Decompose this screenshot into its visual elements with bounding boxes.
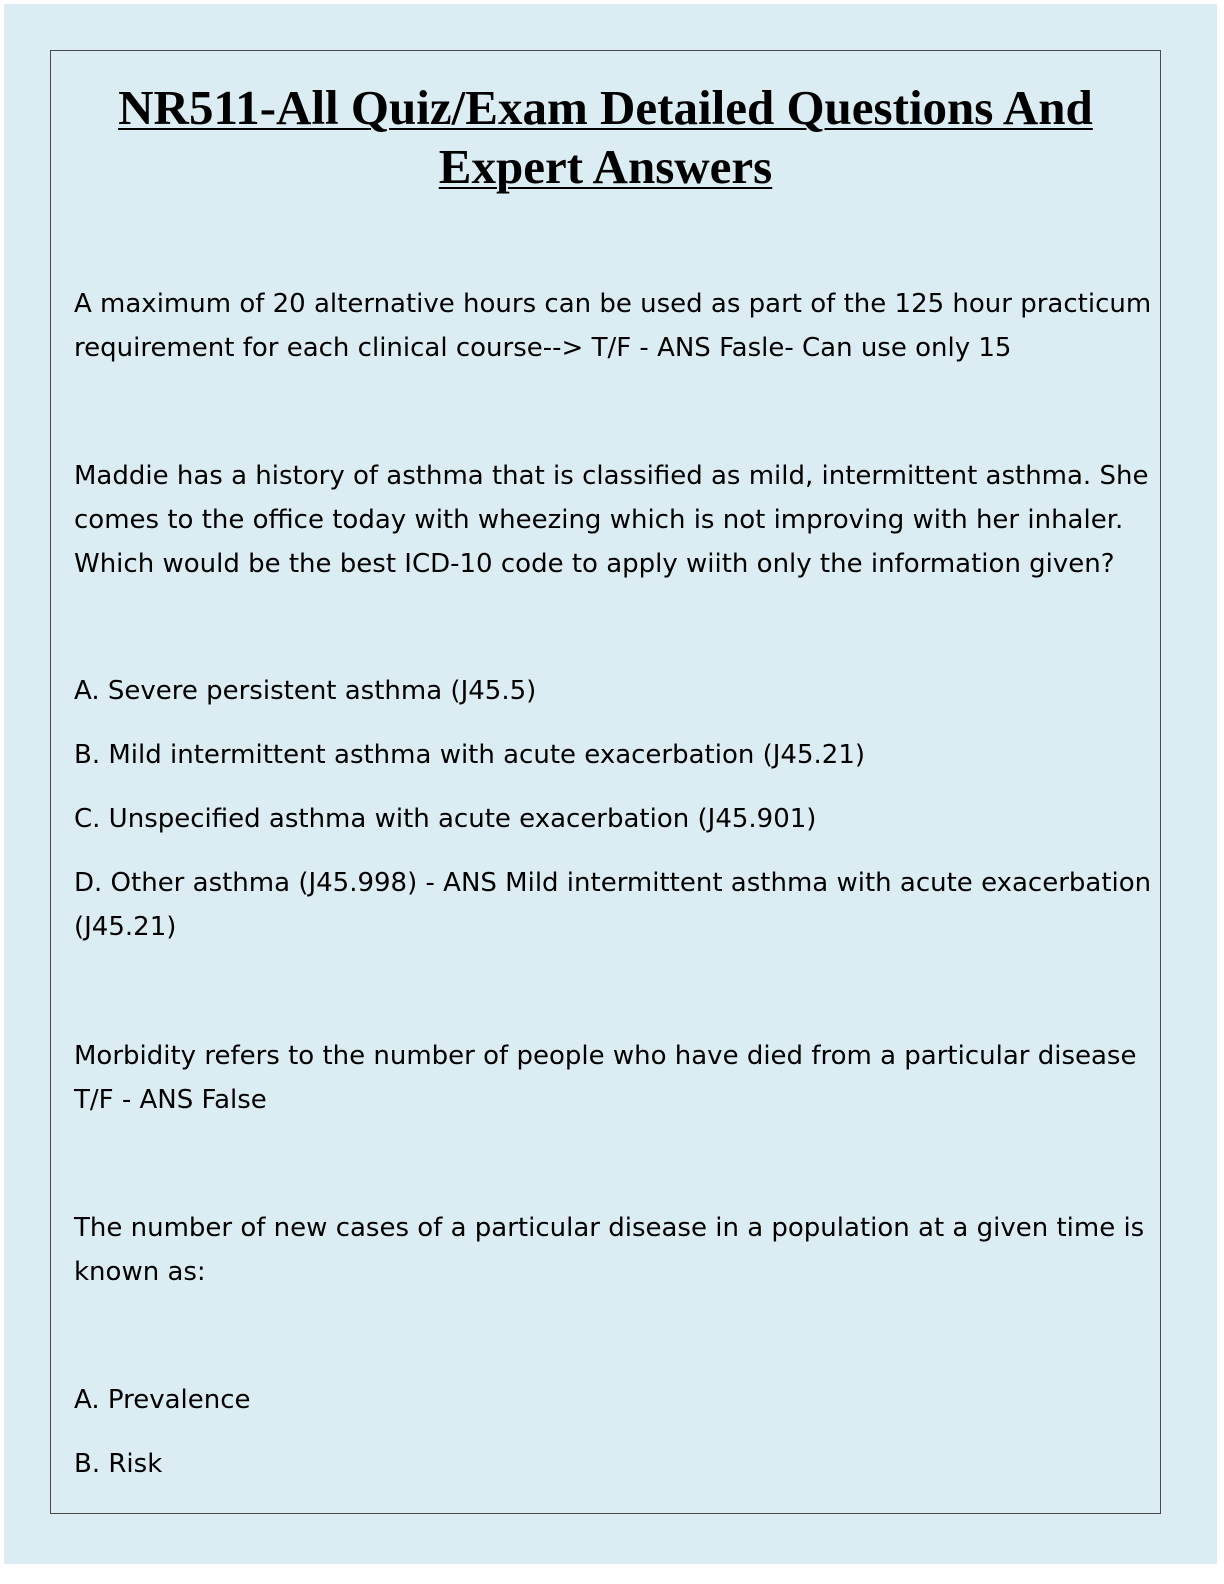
option-d-line-2: (J45.21) — [74, 912, 177, 942]
option-b: B. Mild intermittent asthma with acute exacerbation (J45.21) — [74, 740, 866, 770]
document-title-line-1: NR511-All Quiz/Exam Detailed Questions And — [118, 80, 1093, 135]
question-2-line-3: Which would be the best ICD-10 code to apply wiith only the information given? — [74, 549, 1115, 579]
question-2-line-1: Maddie has a history of asthma that is classified as mild, intermittent asthma. She — [74, 461, 1149, 491]
option-a: A. Severe persistent asthma (J45.5) — [74, 676, 537, 706]
question-3-line-1: Morbidity refers to the number of people who have died from a particular disease — [74, 1041, 1137, 1071]
page-border — [50, 50, 1161, 1514]
question-4-line-2: known as: — [74, 1257, 206, 1287]
option-c: C. Unspecified asthma with acute exacerbation (J45.901) — [74, 804, 817, 834]
option-d-line-1: D. Other asthma (J45.998) - ANS Mild intermittent asthma with acute exacerbation — [74, 868, 1152, 898]
option-risk: B. Risk — [74, 1449, 163, 1479]
question-1-line-1: A maximum of 20 alternative hours can be used as part of the 125 hour practicum — [74, 289, 1152, 319]
question-4-line-1: The number of new cases of a particular disease in a population at a given time is — [74, 1213, 1145, 1243]
document-title-line-2: Expert Answers — [438, 139, 773, 194]
question-3-line-2: T/F - ANS False — [74, 1085, 267, 1115]
question-1-line-2: requirement for each clinical course--> T/F - ANS Fasle- Can use only 15 — [74, 333, 1012, 363]
document-page — [4, 4, 1217, 1564]
option-prevalence: A. Prevalence — [74, 1385, 251, 1415]
question-2-line-2: comes to the office today with wheezing which is not improving with her inhaler. — [74, 505, 1124, 535]
